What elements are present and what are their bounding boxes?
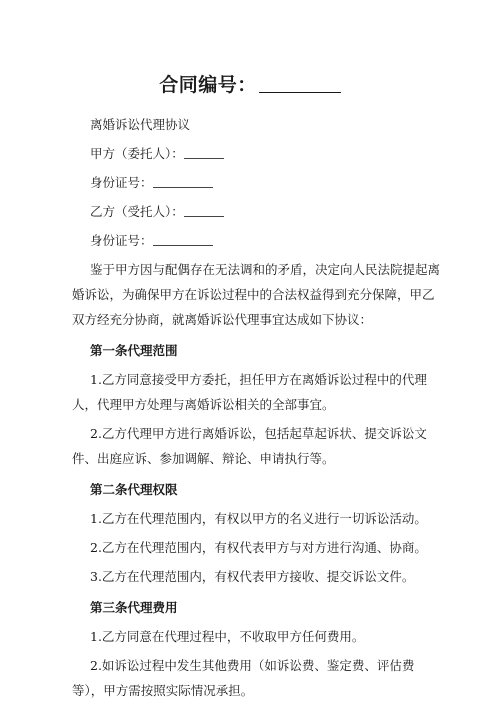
preamble-line-2: 婚诉讼，为确保甲方在诉讼过程中的合法权益得到充分保障，甲乙 — [72, 287, 435, 302]
article-2-item-1: 1.乙方在代理范围内，有权以甲方的名义进行一切诉讼活动。 — [90, 511, 427, 526]
party-a-id-blank — [153, 174, 213, 188]
party-a-blank — [184, 145, 224, 159]
contract-number-blank — [259, 74, 341, 93]
article-3-item-2-line-2: 等），甲方需按照实际情况承担。 — [72, 683, 254, 698]
party-a-line — [72, 141, 432, 166]
article-3-item-1: 1.乙方同意在代理过程中，不收取甲方任何费用。 — [90, 629, 365, 644]
article-3-heading: 第三条代理费用 — [90, 600, 178, 615]
party-a-id-line — [72, 170, 432, 195]
party-b-id-line — [72, 228, 432, 253]
preamble-line-1: 鉴于甲方因与配偶存在无法调和的矛盾，决定向人民法院提起离 — [90, 262, 441, 277]
party-a-label: 甲方（委托人）： — [90, 146, 184, 161]
party-a-id-label: 身份证号： — [90, 175, 153, 190]
contract-number-label: 合同编号： — [159, 74, 257, 96]
party-b-blank — [184, 203, 224, 217]
article-2-item-2: 2.乙方在代理范围内，有权代表甲方与对方进行沟通、协商。 — [90, 540, 427, 555]
article-1-heading: 第一条代理范围 — [90, 343, 178, 358]
contract-number-title — [0, 70, 500, 97]
party-b-label: 乙方（受托人）： — [90, 204, 184, 219]
party-b-id-label: 身份证号： — [90, 233, 153, 248]
article-2-heading: 第二条代理权限 — [90, 482, 178, 497]
article-1-item-2-line-2: 件、出庭应诉、参加调解、辩论、申请执行等。 — [72, 451, 335, 466]
document-body — [72, 112, 441, 703]
article-2-item-3: 3.乙方在代理范围内，有权代表甲方接收、提交诉讼文件。 — [90, 569, 415, 584]
doc-title: 离婚诉讼代理协议 — [90, 117, 191, 132]
party-b-id-blank — [153, 232, 213, 246]
party-b-line — [72, 199, 432, 224]
article-1-item-1-line-2: 人，代理甲方处理与离婚诉讼相关的全部事宜。 — [72, 397, 335, 412]
preamble-line-3: 双方经充分协商，就离婚诉讼代理事宜达成如下协议： — [72, 312, 373, 327]
article-1-item-1-line-1: 1.乙方同意接受甲方委托，担任甲方在离婚诉讼过程中的代理 — [90, 372, 427, 387]
article-3-item-2-line-1: 2.如诉讼过程中发生其他费用（如诉讼费、鉴定费、评估费 — [90, 658, 415, 673]
article-1-item-2-line-1: 2.乙方代理甲方进行离婚诉讼，包括起草起诉状、提交诉讼文 — [90, 426, 427, 441]
